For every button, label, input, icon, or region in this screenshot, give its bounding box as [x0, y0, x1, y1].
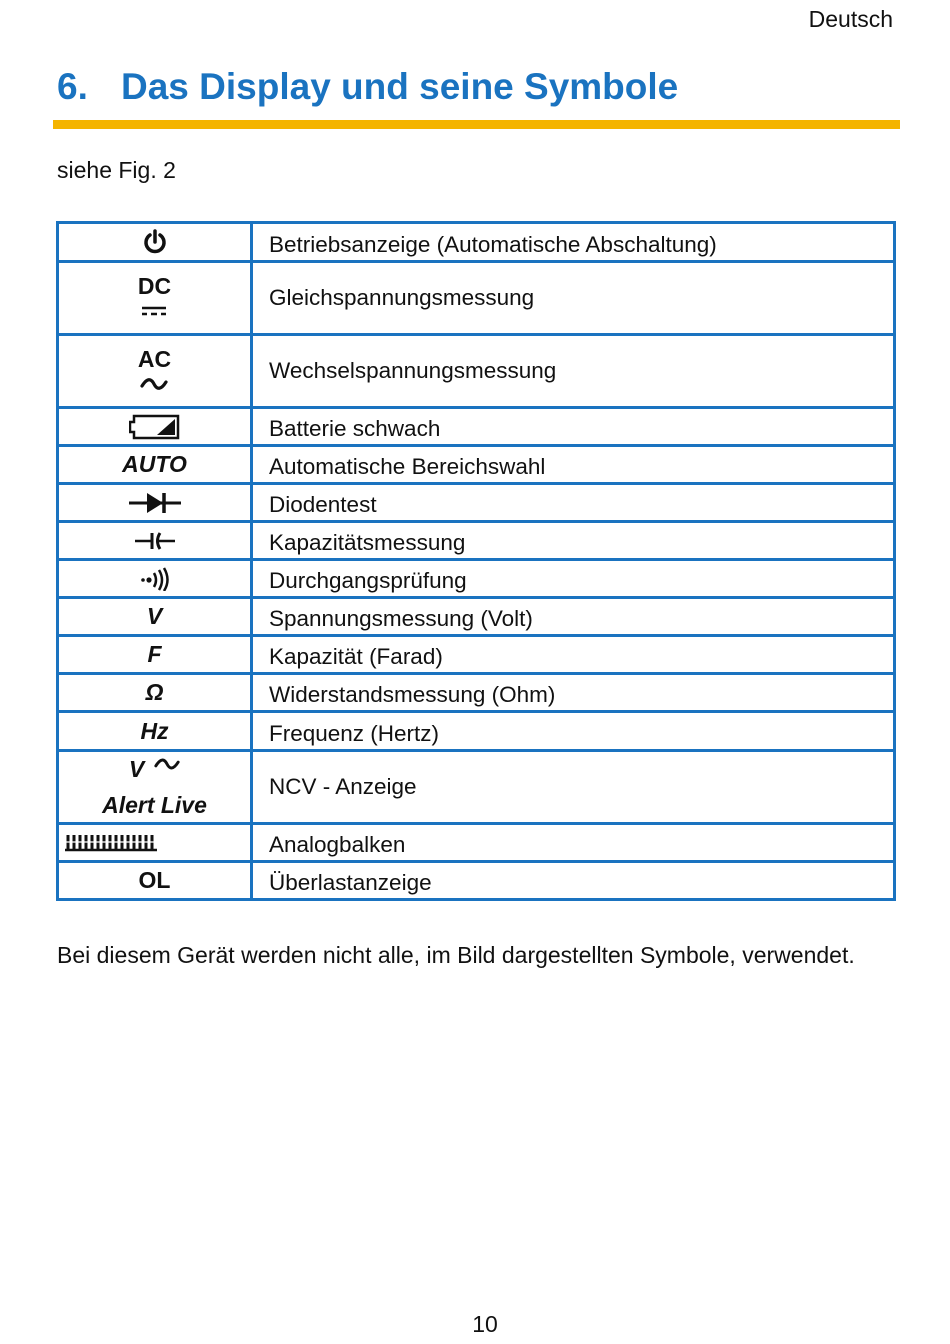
- table-row: [58, 560, 895, 598]
- ac-wave-icon: [140, 377, 168, 391]
- symbol-cell: [58, 712, 252, 751]
- table-row: [58, 262, 895, 335]
- ohm-label: Ω: [145, 679, 164, 705]
- symbol-cell: [58, 598, 252, 636]
- description-cell: Analogbalken: [252, 824, 895, 862]
- dc-label: DC: [137, 273, 172, 299]
- section-title: Das Display und seine Symbole: [121, 66, 679, 107]
- description-cell: Kapazität (Farad): [252, 636, 895, 674]
- section-number: 6.: [57, 66, 88, 107]
- symbol-cell: [58, 636, 252, 674]
- description-cell: Kapazitätsmessung: [252, 522, 895, 560]
- analog-bargraph-icon: [65, 833, 157, 853]
- farad-label: F: [147, 641, 162, 667]
- language-label: Deutsch: [808, 6, 893, 32]
- symbol-cell: [58, 862, 252, 900]
- continuity-beep-icon: [140, 567, 170, 591]
- description-cell: Widerstandsmessung (Ohm): [252, 674, 895, 712]
- power-off-icon: [142, 229, 168, 255]
- diode-icon: [127, 491, 183, 515]
- symbol-cell: [58, 335, 252, 408]
- table-row: [58, 751, 895, 824]
- table-row: [58, 712, 895, 751]
- figure-reference: siehe Fig. 2: [57, 157, 176, 183]
- capacitor-icon: [133, 531, 177, 551]
- description-cell: Betriebsanzeige (Automatische Abschaltung): [252, 223, 895, 262]
- description-cell: Batterie schwach: [252, 408, 895, 446]
- description-cell: Gleichspannungsmessung: [252, 262, 895, 335]
- table-row: [58, 446, 895, 484]
- symbol-table: [56, 221, 896, 901]
- alert-live-label: Alert Live: [102, 791, 207, 818]
- symbol-cell: [58, 674, 252, 712]
- table-row: [58, 223, 895, 262]
- table-row: [58, 674, 895, 712]
- dc-symbol-icon: [140, 305, 168, 317]
- symbol-cell: [58, 751, 252, 824]
- symbol-cell: [58, 223, 252, 262]
- volt-label: V: [146, 603, 163, 629]
- table-row: [58, 824, 895, 862]
- symbol-cell: [58, 484, 252, 522]
- table-row: [58, 522, 895, 560]
- table-row: [58, 408, 895, 446]
- description-cell: Wechselspannungsmessung: [252, 335, 895, 408]
- symbol-cell: [58, 446, 252, 484]
- ac-wave-icon: [154, 757, 180, 771]
- hertz-label: Hz: [140, 717, 169, 744]
- symbol-cell: [58, 522, 252, 560]
- description-cell: Durchgangsprüfung: [252, 560, 895, 598]
- table-row: [58, 598, 895, 636]
- description-cell: Diodentest: [252, 484, 895, 522]
- description-cell: Spannungsmessung (Volt): [252, 598, 895, 636]
- table-row: [58, 862, 895, 900]
- auto-range-label: AUTO: [122, 451, 187, 477]
- table-row: [58, 636, 895, 674]
- note-paragraph: Bei diesem Gerät werden nicht alle, im Bild dargestellten Symbole, verwendet.: [57, 942, 855, 968]
- symbol-cell: [58, 408, 252, 446]
- table-row: [58, 335, 895, 408]
- description-cell: Automatische Bereichswahl: [252, 446, 895, 484]
- section-heading: [57, 66, 678, 108]
- battery-low-icon: [129, 414, 181, 440]
- ncv-volt-label: V: [128, 755, 145, 782]
- heading-underline: [53, 120, 900, 129]
- description-cell: NCV - Anzeige: [252, 751, 895, 824]
- description-cell: Überlastanzeige: [252, 862, 895, 900]
- page-number: 10: [472, 1311, 498, 1337]
- symbol-cell: [58, 560, 252, 598]
- symbol-cell: [58, 824, 252, 862]
- table-row: [58, 484, 895, 522]
- overload-label: OL: [138, 867, 171, 893]
- ac-label: AC: [137, 345, 172, 372]
- symbol-cell: [58, 262, 252, 335]
- description-cell: Frequenz (Hertz): [252, 712, 895, 751]
